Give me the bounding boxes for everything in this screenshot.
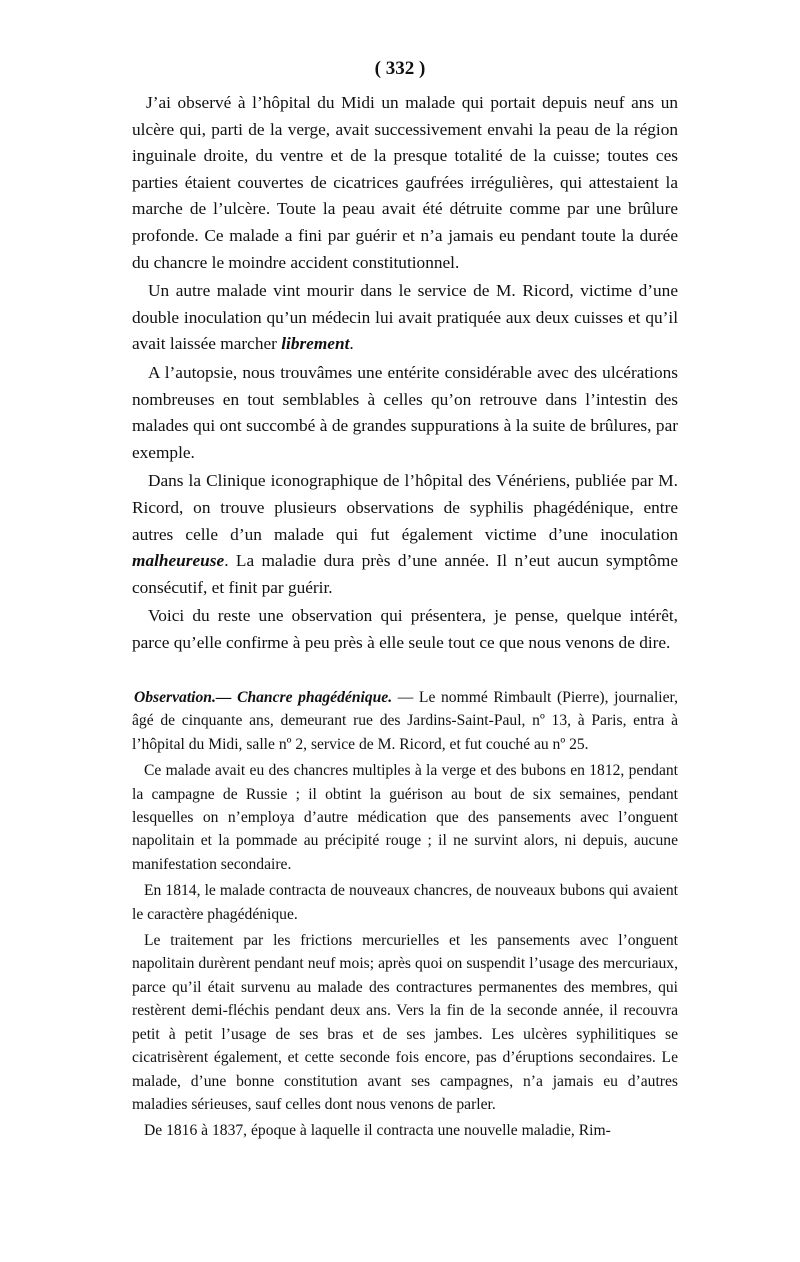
observation-paragraph: Ce malade avait eu des chancres multiples à la verge et des bubons en 1812, pendant la campagne de Russie ; il obtint la guérison au bout de six semaines, pendant lesquelles on n’employa d’autre médication que des pansements avec l’onguent napolitain et la pommade au précipité rouge ; il ne survint alors, ni depuis, aucune manifestation secondaire. <box>132 762 678 873</box>
paragraph: Dans la Clinique iconographique de l’hôpital des Vénériens, publiée par M. Ricord, on trouve plusieurs observations de syphilis phagédénique, entre autres celle d’un malade qui fut également victime d’une inoculation malheureuse. La maladie dura près d’une année. Il n’eut aucun symptôme consécutif, et finit par guérir. <box>132 471 678 597</box>
main-text <box>132 90 678 658</box>
emphasis: malheureuse <box>132 551 225 571</box>
observation-paragraph: Le traitement par les frictions mercurielles et les pansements avec l’onguent napolitain durèrent pendant neuf mois; après quoi on suspendit l’usage des mercuriaux, parce qu’il était survenu au malade des contractures permanentes des membres, qui restèrent demi-fléchis pendant deux ans. Vers la fin de la seconde année, il recouvra petit à petit l’usage de ses bras et de ses jambes. Les ulcères syphilitiques se cicatrisèrent également, et cette seconde fois encore, pas d’éruptions secondaires. Le malade, d’une bonne constitution avant ses campagnes, n’a jamais eu d’autres maladies sérieuses, sauf celles dont nous venons de parler. <box>132 932 678 1113</box>
paragraph: Un autre malade vint mourir dans le service de M. Ricord, victime d’une double inoculation qu’un médecin lui avait pratiquée aux deux cuisses et qu’il avait laissée marcher librement. <box>132 281 678 354</box>
paragraph: A l’autopsie, nous trouvâmes une entérite considérable avec des ulcérations nombreuses en tout semblables à celles qu’on retrouve dans l’intestin des malades qui ont succombé à de grandes suppurations à la suite de brûlures, par exemple. <box>132 362 678 462</box>
observation-section <box>132 686 678 1146</box>
page-number: ( 332 ) <box>374 58 426 79</box>
observation-paragraph: Observation.— Chancre phagédénique. — Le nommé Rimbault (Pierre), journalier, âgé de cinquante ans, demeurant rue des Jardins-Saint-Paul, nº 13, à Paris, entra à l’hôpital du Midi, salle nº 2, service de M. Ricord, et fut couché au nº 25. <box>132 689 678 753</box>
observation-paragraph: De 1816 à 1837, époque à laquelle il contracta une nouvelle maladie, Rim- <box>144 1122 611 1140</box>
paragraph: Voici du reste une observation qui présentera, je pense, quelque intérêt, parce qu’elle confirme à peu près à elle seule tout ce que nous venons de dire. <box>132 606 678 652</box>
observation-heading: Observation.— Chancre phagédénique. <box>134 689 393 706</box>
observation-paragraph: En 1814, le malade contracta de nouveaux chancres, de nouveaux bubons qui avaient le caractère phagédénique. <box>132 882 678 923</box>
paragraph: J’ai observé à l’hôpital du Midi un malade qui portait depuis neuf ans un ulcère qui, parti de la verge, avait successivement envahi la peau de la région inguinale droite, du ventre et de la presque totalité de la cuisse; toutes ces parties étaient couvertes de cicatrices gaufrées irrégulières, qui attestaient la marche de l’ulcère. Toute la peau avait été détruite comme par une brûlure profonde. Ce malade a fini par guérir et n’a jamais eu pendant toute la durée du chancre le moindre accident constitutionnel. <box>132 93 678 272</box>
emphasis: librement <box>281 334 350 354</box>
